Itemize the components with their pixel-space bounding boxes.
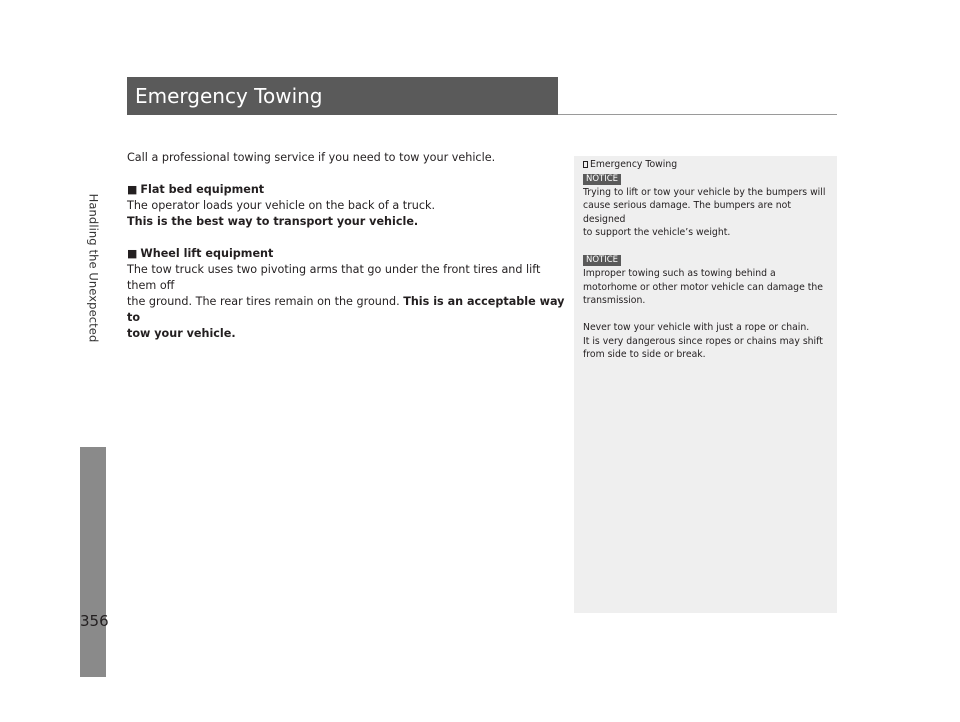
reference-box-icon [583, 161, 588, 168]
title-rule [558, 114, 837, 115]
intro-text: Call a professional towing service if you need to tow your vehicle. [127, 151, 496, 164]
bullet-square-icon: ■ [127, 247, 138, 260]
rope-warning-line: It is very dangerous since ropes or chains may shift [583, 335, 823, 347]
note-sidebar [574, 156, 837, 613]
page-title: Emergency Towing [135, 84, 323, 108]
wheel-lift-text-line2: the ground. The rear tires remain on the ground. [127, 295, 400, 308]
flat-bed-heading [127, 182, 567, 198]
flat-bed-text: The operator loads your vehicle on the back of a truck. [127, 199, 436, 212]
main-content [127, 150, 567, 342]
notice2-line: transmission. [583, 295, 646, 306]
flat-bed-emphasis: This is the best way to transport your vehicle. [127, 215, 419, 228]
notice2-line: Improper towing such as towing behind a [583, 268, 776, 279]
rope-warning-line: Never tow your vehicle with just a rope or chain. [583, 322, 810, 333]
section-side-label-text: Handling the Unexpected [86, 193, 100, 343]
wheel-lift-text-line1: The tow truck uses two pivoting arms that go under the front tires and lift them off [127, 263, 541, 292]
wheel-lift-heading-text: Wheel lift equipment [140, 247, 274, 260]
notice2-line: motorhome or other motor vehicle can damage the [583, 281, 823, 293]
wheel-lift-emphasis-line2: tow your vehicle. [127, 327, 236, 340]
notice1-line: to support the vehicle’s weight. [583, 227, 731, 238]
bullet-square-icon: ■ [127, 183, 138, 196]
flat-bed-heading-text: Flat bed equipment [140, 183, 265, 196]
note-title-text: Emergency Towing [590, 159, 678, 170]
section-side-label [80, 90, 106, 446]
wheel-lift-emphasis-line1: This is an acceptable way to [127, 295, 565, 324]
rope-warning-line: from side to side or break. [583, 349, 706, 360]
notice1-line: Trying to lift or tow your vehicle by the bumpers will [583, 186, 826, 198]
wheel-lift-text-line2-wrap [127, 294, 567, 326]
wheel-lift-heading [127, 246, 567, 262]
notice1-line: cause serious damage. The bumpers are not designed [583, 200, 792, 225]
page-title-bar [127, 77, 558, 115]
section-thumb-tab [80, 447, 106, 677]
notice-badge: NOTICE [583, 174, 621, 185]
note-title [583, 158, 829, 172]
notice-badge: NOTICE [583, 255, 621, 266]
page-number: 356 [80, 612, 109, 630]
